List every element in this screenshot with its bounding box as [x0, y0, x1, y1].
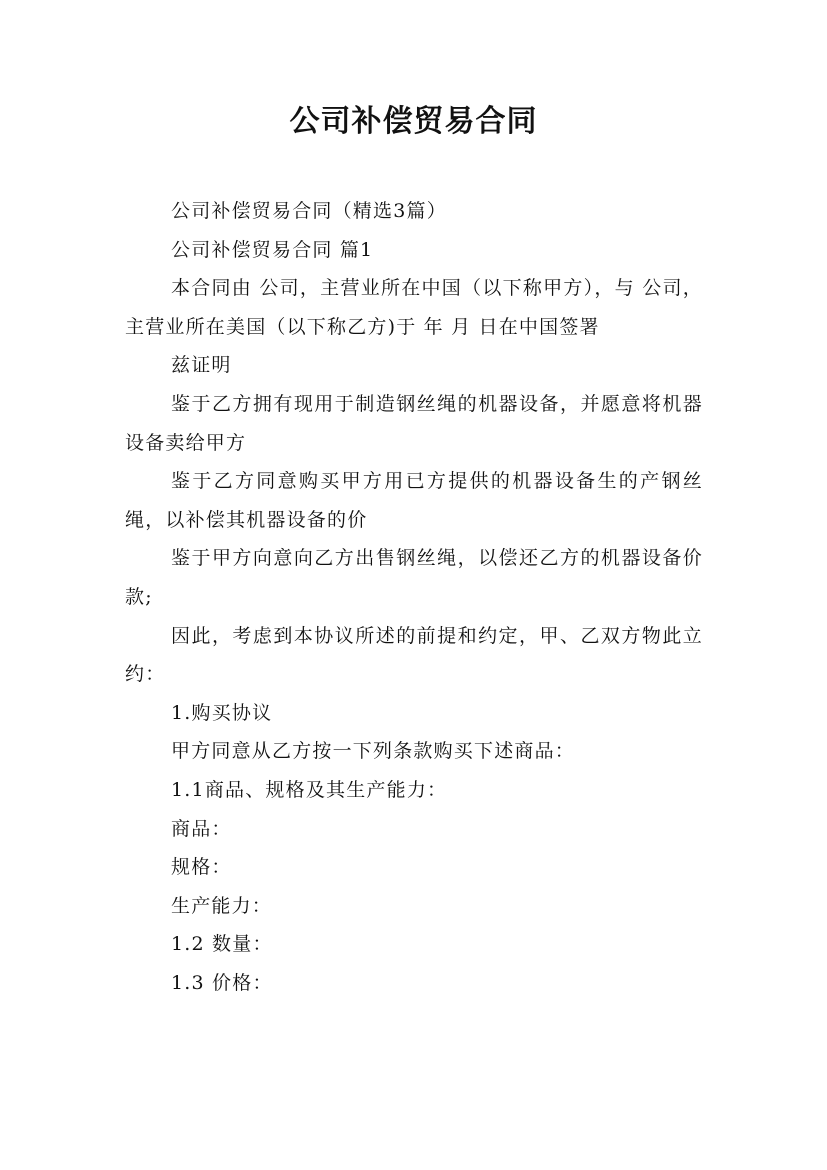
paragraph-recital-1: 鉴于乙方拥有现用于制造钢丝绳的机器设备，并愿意将机器设备卖给甲方 — [125, 392, 703, 454]
document-title: 公司补偿贸易合同 — [289, 104, 538, 139]
clause-1-1: 1.1商品、规格及其生产能力： — [171, 778, 448, 801]
paragraph-agreement: 因此，考虑到本协议所述的前提和约定，甲、乙双方物此立约： — [125, 624, 703, 686]
paragraph-parties: 本合同由 公司，主营业所在中国（以下称甲方），与 公司，主营业所在美国（以下称乙方)于 年 月 日在中国签署 — [125, 277, 703, 338]
clause-1-text: 甲方同意从乙方按一下列条款购买下述商品： — [171, 740, 576, 763]
field-capacity: 生产能力： — [171, 894, 273, 917]
clause-1-2-quantity: 1.2 数量： — [171, 933, 273, 956]
field-goods: 商品： — [171, 817, 232, 840]
paragraph-witness: 兹证明 — [171, 354, 232, 377]
paragraph-recital-3: 鉴于甲方向意向乙方出售钢丝绳，以偿还乙方的机器设备价款; — [125, 547, 703, 608]
clause-1-heading: 1.购买协议 — [171, 701, 273, 724]
clause-1-3-price: 1.3 价格： — [171, 971, 273, 994]
paragraph-section-title: 公司补偿贸易合同 篇1 — [171, 238, 374, 261]
paragraph-recital-2: 鉴于乙方同意购买甲方用已方提供的机器设备生的产钢丝绳，以补偿其机器设备的价 — [125, 470, 703, 531]
paragraph-heading: 公司补偿贸易合同（精选3篇） — [171, 200, 447, 222]
document-body — [125, 192, 703, 1002]
field-specification: 规格： — [171, 856, 232, 879]
